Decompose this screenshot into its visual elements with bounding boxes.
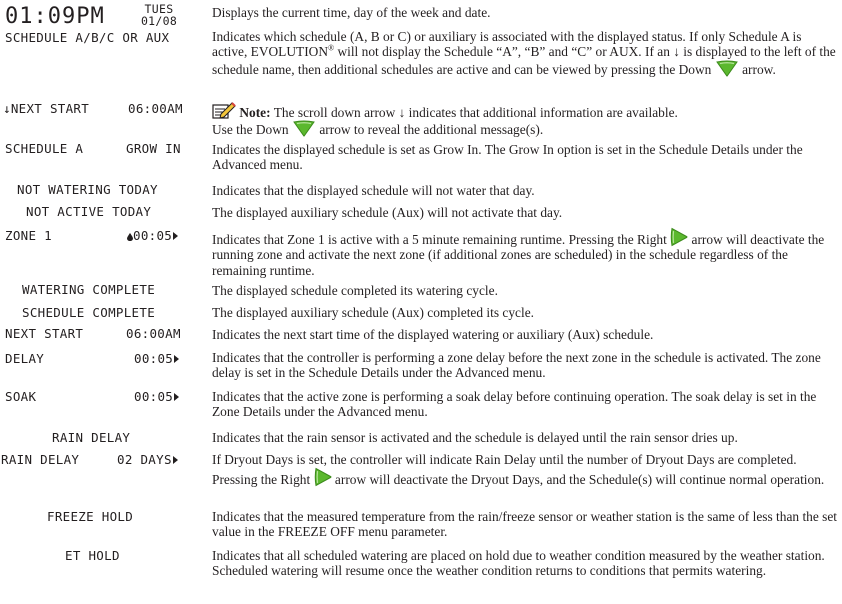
right-arrow-icon [314,467,332,487]
lcd-schedule-complete: SCHEDULE COMPLETE [22,305,156,320]
lcd-rain-delay2-days: 02 DAYS [117,452,172,467]
lcd-zone-label: ZONE 1 [5,228,52,243]
lcd-rain-delay2-row [117,453,178,467]
play-arrow-icon [174,393,179,401]
lcd-rain-delay2-label: RAIN DELAY [1,452,80,467]
lcd-next-start-label: NEXT START [10,101,90,116]
registered-mark: ® [328,43,335,53]
play-arrow-icon [173,232,178,240]
desc-next-start: Indicates the next start time of the displayed watering or auxiliary (Aux) schedule. [212,327,654,342]
desc-schedule-text: Indicates which schedule (A, B or C) or auxiliary is associated with the displayed status. If only Schedule A is active, EVOLUTION [212,29,802,60]
right-arrow-icon [670,227,688,247]
lcd-day: TUES [144,2,174,16]
desc-dryout-text: arrow will deactivate the Dryout Days, and the Schedule(s) will continue normal operation. [331,472,825,488]
desc-not-active: The displayed auxiliary schedule (Aux) will not activate that day. [212,205,563,220]
lcd-zone-time: 00:05 [133,228,173,243]
lcd-next-start2-label: NEXT START [5,326,84,341]
lcd-schedule-a: SCHEDULE A [5,141,84,156]
desc-zone [212,227,838,278]
desc-zone-text: arrow will deactivate the running zone and activate the next zone (if additional zones are scheduled) in the schedule regardless of the remaining runtime. [212,232,825,278]
lcd-zone-row [127,229,178,243]
desc-schedule-complete: The displayed auxiliary schedule (Aux) completed its cycle. [212,305,535,320]
lcd-time: 01:09PM [5,4,105,29]
desc-schedule-text: will not display the Schedule “A”, “B” and “C” or AUX. If an ↓ is displayed to the left of the schedule name, then additional schedules are active and can be viewed by pressing the Down [212,44,836,77]
desc-note [212,102,838,138]
desc-delay: Indicates that the controller is performing a zone delay before the next zone in the schedule is activated. The zone delay is set in the Schedule Details under the Advanced menu. [212,350,821,381]
desc-dryout [212,452,838,488]
desc-grow-in: Indicates the displayed schedule is set as Grow In. The Grow In option is set in the Schedule Details under the Advanced menu. [212,142,803,173]
lcd-delay-row [134,352,179,366]
lcd-schedule-abc: SCHEDULE A/B/C OR AUX [5,30,170,45]
lcd-next-start2-time: 06:00AM [126,326,181,341]
note-pencil-icon [212,102,236,120]
desc-freeze: Indicates that the measured temperature from the rain/freeze sensor or weather station is the same of less than the set value in the FREEZE OFF menu parameter. [212,509,838,540]
lcd-rain-delay: RAIN DELAY [52,430,131,445]
desc-not-watering: Indicates that the displayed schedule will not water that day. [212,183,535,198]
lcd-next-start-time: 06:00AM [128,101,183,116]
lcd-not-watering: NOT WATERING TODAY [17,182,158,197]
lcd-next-start-row [3,102,89,116]
desc-schedule [212,29,838,77]
lcd-soak-label: SOAK [5,389,37,404]
desc-rain-delay: Indicates that the rain sensor is activated and the schedule is delayed until the rain sensor dries up. [212,430,738,445]
lcd-soak-time: 00:05 [134,389,174,404]
lcd-soak-row [134,390,179,404]
lcd-date: 01/08 [140,14,178,28]
desc-schedule-text: arrow. [738,61,776,77]
lcd-grow-in: GROW IN [126,141,181,156]
down-arrow-icon [715,60,739,77]
down-arrow-icon [292,120,316,137]
desc-watering-complete: The displayed schedule completed its watering cycle. [212,283,498,298]
lcd-delay-label: DELAY [5,351,45,366]
lcd-et-hold: ET HOLD [65,548,120,563]
play-arrow-icon [174,355,179,363]
desc-note-text: The scroll down arrow ↓ indicates that additional information are available. [270,105,678,120]
desc-note-text: arrow to reveal the additional message(s). [315,122,544,138]
lcd-freeze-hold: FREEZE HOLD [47,509,134,524]
play-arrow-icon [173,456,178,464]
desc-dryout-text: If Dryout Days is set, the controller will indicate Rain Delay until the number of Dryout Days are completed. Pressing the Right [212,452,797,488]
desc-soak: Indicates that the active zone is performing a soak delay before continuing operation. The soak delay is set in the Zone Details under the Advanced menu. [212,389,817,420]
desc-et-hold: Indicates that all scheduled watering are placed on hold due to weather condition measured by the weather station. Scheduled watering will resume once the weather condition returns to conditions that permits watering. [212,548,825,579]
lcd-watering-complete: WATERING COMPLETE [22,282,156,297]
note-label: Note: [239,105,271,120]
lcd-not-active: NOT ACTIVE TODAY [26,204,152,219]
desc-zone-text: Indicates that Zone 1 is active with a 5 minute remaining runtime. Pressing the Right [212,232,667,247]
desc-note-text: Use the Down [212,122,289,138]
lcd-delay-time: 00:05 [134,351,174,366]
scroll-down-arrow-icon: ↓ [3,101,11,116]
desc-time: Displays the current time, day of the week and date. [212,5,491,20]
